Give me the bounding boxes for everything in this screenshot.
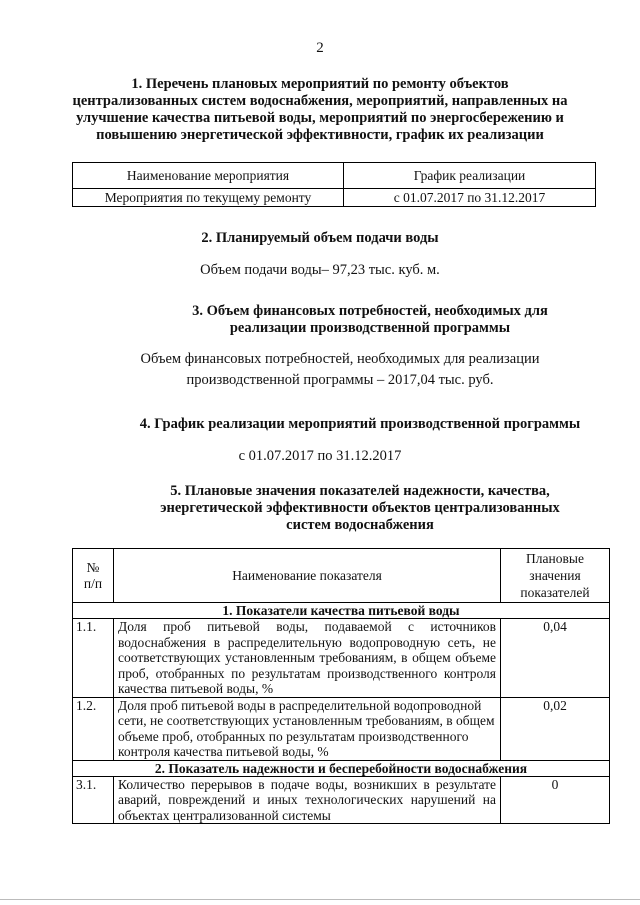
indicators-header-num-line: п/п: [83, 575, 103, 591]
row-value: 0,02: [501, 697, 610, 760]
section5-heading-line: 5. Плановые значения показателей надежности, качества,: [170, 483, 550, 499]
row-name: Доля проб питьевой воды, подаваемой с источников водоснабжения в распределительную водопроводную сеть, не соответствующих установленным требованиям, в общем объеме проб, отобранных по результатам производственного контроля качества питьевой воды, %: [114, 619, 501, 698]
row-name: Количество перерывов в подаче воды, возникших в результате аварий, повреждений и иных технологических нарушений на объектах централизованной системы: [114, 776, 501, 824]
section3-text-line: производственной программы – 2017,04 тыс. руб.: [186, 372, 494, 388]
activities-header-schedule: График реализации: [344, 163, 596, 189]
section5-heading: [110, 483, 610, 534]
section3-text-line: Объем финансовых потребностей, необходимых для реализации: [140, 351, 540, 367]
indicators-header-num-line: №: [86, 559, 100, 575]
section2-text: Объем подачи воды– 97,23 тыс. куб. м.: [200, 262, 440, 278]
section5-heading-line: систем водоснабжения: [286, 517, 434, 533]
table-row: [73, 776, 610, 824]
subsection-reliability: 2. Показатель надежности и бесперебойности водоснабжения: [73, 760, 610, 776]
row-value: 0,04: [501, 619, 610, 698]
activities-cell-name: Мероприятия по текущему ремонту: [73, 189, 344, 207]
section4-heading: 4. График реализации мероприятий производственной программы: [139, 416, 581, 432]
table-row: [73, 697, 610, 760]
row-number: 3.1.: [73, 776, 114, 824]
row-name: Доля проб питьевой воды в распределительной водопроводной сети, не соответствующих установленным требованиям, в общем объеме проб, отобранных по результатам производственного контроля качества питьевой воды, %: [114, 697, 501, 760]
indicators-header-value-line: показателей: [520, 585, 590, 600]
activities-table: [72, 162, 596, 207]
section4-text: с 01.07.2017 по 31.12.2017: [238, 448, 402, 464]
subsection-quality: 1. Показатели качества питьевой воды: [73, 603, 610, 619]
row-value: 0: [501, 776, 610, 824]
section3-heading: [100, 303, 640, 337]
section5-heading-line: энергетической эффективности объектов централизованных: [160, 500, 560, 516]
indicators-header-value-line: значения: [529, 568, 581, 583]
section1-heading: [70, 76, 570, 144]
section1-heading-line: централизованных систем водоснабжения, мероприятий, направленных на: [72, 93, 568, 109]
page-bottom-edge: [0, 899, 640, 900]
section1-heading-line: 1. Перечень плановых мероприятий по ремонту объектов: [131, 76, 509, 92]
indicators-header-value-line: Плановые: [526, 551, 584, 566]
indicators-header-num: [73, 549, 114, 603]
page-number: 2: [316, 40, 324, 56]
indicators-header-value: [501, 549, 610, 603]
row-number: 1.1.: [73, 619, 114, 698]
section3-heading-line: 3. Объем финансовых потребностей, необходимых для: [192, 303, 548, 319]
section1-heading-line: повышению энергетической эффективности, график их реализации: [96, 127, 544, 143]
section3-heading-line: реализации производственной программы: [229, 320, 511, 336]
table-row: [73, 619, 610, 698]
section3-text: [90, 349, 590, 391]
indicators-header-name: Наименование показателя: [114, 549, 501, 603]
section1-heading-line: улучшение качества питьевой воды, мероприятий по энергосбережению и: [76, 110, 564, 126]
indicators-table: [72, 548, 610, 824]
activities-header-name: Наименование мероприятия: [73, 163, 344, 189]
activities-cell-schedule: с 01.07.2017 по 31.12.2017: [344, 189, 596, 207]
row-number: 1.2.: [73, 697, 114, 760]
section2-heading: 2. Планируемый объем подачи воды: [201, 230, 439, 246]
